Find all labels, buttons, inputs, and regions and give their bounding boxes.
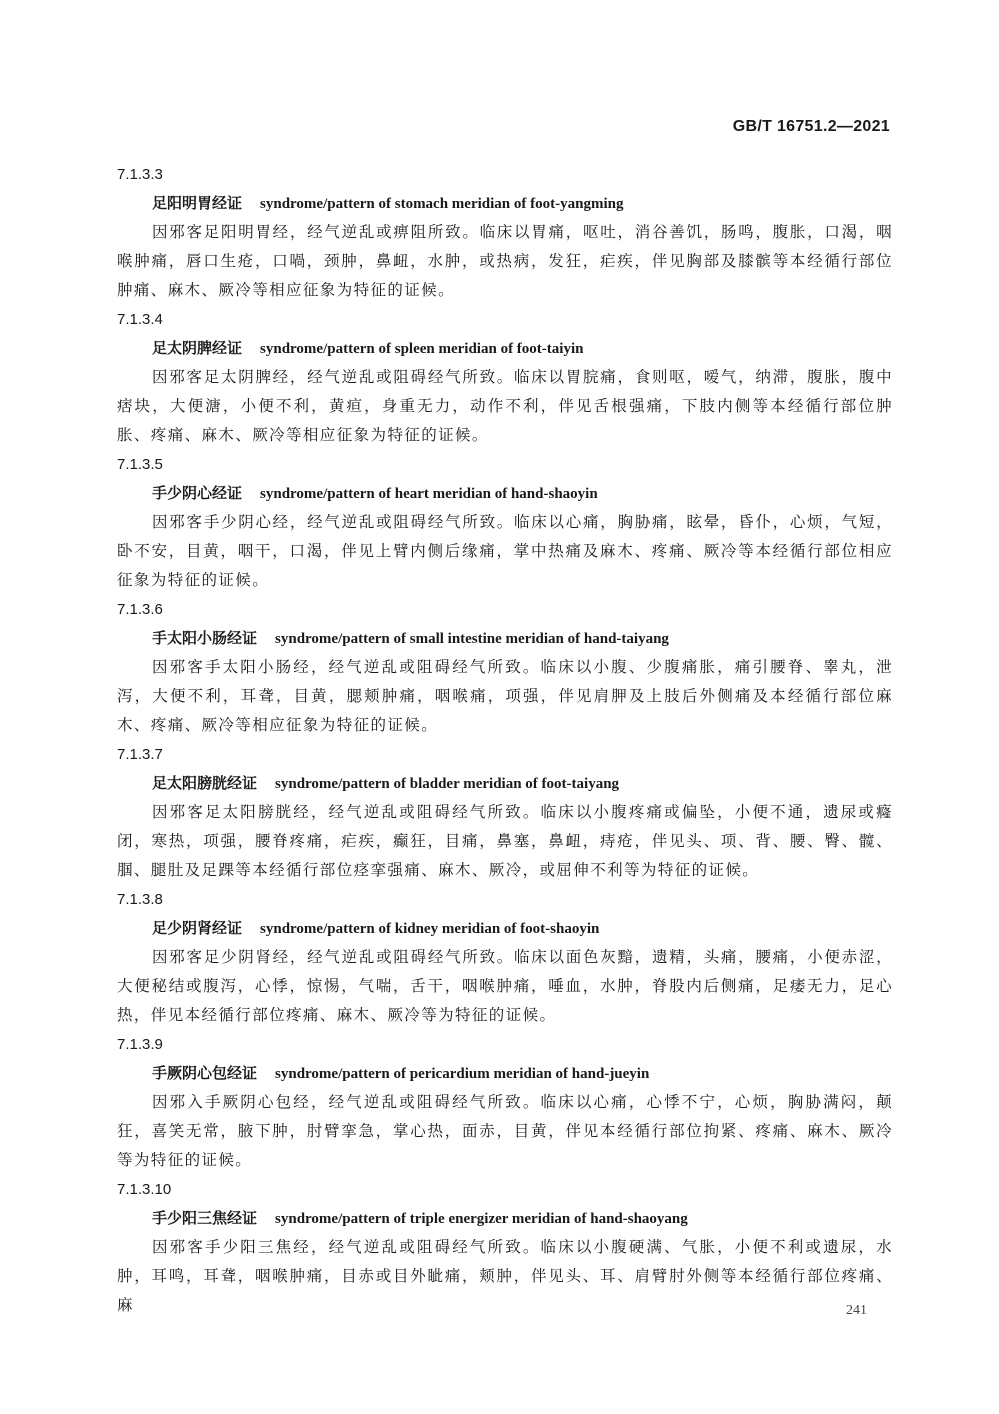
clause-title-en: syndrome/pattern of kidney meridian of foot-shaoyin bbox=[260, 921, 600, 937]
clause-number: 7.1.3.7 bbox=[117, 746, 163, 763]
clause-body: 因邪客手太阳小肠经，经气逆乱或阻碍经气所致。临床以小腹、少腹痛胀，痛引腰脊、睾丸，泄泻，大便不利，耳聋，目黄，腮颊肿痛，咽喉痛，项强，伴见肩胛及上肢后外侧痛及本经循行部位麻木、疼痛、厥冷等相应征象为特征的证候。 bbox=[117, 658, 893, 734]
clause-title bbox=[117, 1059, 893, 1088]
clause-number: 7.1.3.9 bbox=[117, 1036, 163, 1053]
clause-title-en: syndrome/pattern of spleen meridian of foot-taiyin bbox=[260, 341, 584, 357]
page-number: 241 bbox=[846, 1303, 867, 1318]
clause-title bbox=[117, 769, 893, 798]
clause-title-en: syndrome/pattern of triple energizer meridian of hand-shaoyang bbox=[275, 1211, 688, 1227]
clause bbox=[117, 885, 893, 1030]
clause-title-zh: 足太阴脾经证 bbox=[152, 339, 243, 357]
clause bbox=[117, 595, 893, 740]
clause-title-zh: 足太阳膀胱经证 bbox=[152, 774, 258, 792]
clause-title-zh: 足阳明胃经证 bbox=[152, 194, 243, 212]
clause-title bbox=[117, 914, 893, 943]
clause-title bbox=[117, 479, 893, 508]
clause bbox=[117, 1030, 893, 1175]
clause bbox=[117, 305, 893, 450]
clause bbox=[117, 160, 893, 305]
clause-number: 7.1.3.6 bbox=[117, 601, 163, 618]
clause-title bbox=[117, 334, 893, 363]
clause-body: 因邪客足太阴脾经，经气逆乱或阻碍经气所致。临床以胃脘痛，食则呕，嗳气，纳滞，腹胀，腹中痞块，大便溏，小便不利，黄疸，身重无力，动作不利，伴见舌根强痛，下肢内侧等本经循行部位肿胀、疼痛、麻木、厥冷等相应征象为特征的证候。 bbox=[117, 368, 893, 444]
clause-number: 7.1.3.4 bbox=[117, 311, 163, 328]
clause-title bbox=[117, 189, 893, 218]
clause-title-en: syndrome/pattern of heart meridian of hand-shaoyin bbox=[260, 486, 598, 502]
clause-body: 因邪客足太阳膀胱经，经气逆乱或阻碍经气所致。临床以小腹疼痛或偏坠，小便不通，遗尿或癃闭，寒热，项强，腰脊疼痛，疟疾，癫狂，目痛，鼻塞，鼻衄，痔疮，伴见头、项、背、腰、臀、髋、腘、腿肚及足踝等本经循行部位痉挛强痛、麻木、厥冷，或屈伸不利等为特征的证候。 bbox=[117, 803, 893, 879]
clause-title-en: syndrome/pattern of bladder meridian of foot-taiyang bbox=[275, 776, 620, 792]
clause-number: 7.1.3.3 bbox=[117, 166, 163, 183]
clause-title-zh: 手厥阴心包经证 bbox=[152, 1064, 258, 1082]
standard-number: GB/T 16751.2—2021 bbox=[732, 118, 890, 135]
clause-title-en: syndrome/pattern of pericardium meridian of hand-jueyin bbox=[275, 1066, 650, 1082]
clause-body: 因邪客手少阳三焦经，经气逆乱或阻碍经气所致。临床以小腹硬满、气胀，小便不利或遗尿，水肿，耳鸣，耳聋，咽喉肿痛，目赤或目外眦痛，颊肿，伴见头、耳、肩臂肘外侧等本经循行部位疼痛、麻 bbox=[117, 1238, 893, 1314]
clause-title-en: syndrome/pattern of small intestine meridian of hand-taiyang bbox=[275, 631, 669, 647]
document-content bbox=[117, 160, 893, 1320]
clause-title bbox=[117, 1204, 893, 1233]
clause bbox=[117, 740, 893, 885]
clause-title-zh: 手少阴心经证 bbox=[152, 484, 243, 502]
clause-body: 因邪客足阳明胃经，经气逆乱或痹阻所致。临床以胃痛，呕吐，消谷善饥，肠鸣，腹胀，口渴，咽喉肿痛，唇口生疮，口喎，颈肿，鼻衄，水肿，或热病，发狂，疟疾，伴见胸部及膝髌等本经循行部位肿痛、麻木、厥冷等相应征象为特征的证候。 bbox=[117, 223, 893, 299]
clause bbox=[117, 450, 893, 595]
clause bbox=[117, 1175, 893, 1320]
clause-number: 7.1.3.10 bbox=[117, 1181, 172, 1198]
clause-title-zh: 足少阴肾经证 bbox=[152, 919, 243, 937]
clause-body: 因邪客足少阴肾经，经气逆乱或阻碍经气所致。临床以面色灰黯，遗精，头痛，腰痛，小便赤涩，大便秘结或腹泻，心悸，惊惕，气喘，舌干，咽喉肿痛，唾血，水肿，脊股内后侧痛，足痿无力，足心热，伴见本经循行部位疼痛、麻木、厥冷等为特征的证候。 bbox=[117, 948, 893, 1024]
clause-title-zh: 手少阳三焦经证 bbox=[152, 1209, 258, 1227]
clause-body: 因邪入手厥阴心包经，经气逆乱或阻碍经气所致。临床以心痛，心悸不宁，心烦，胸胁满闷，颠狂，喜笑无常，腋下肿，肘臂挛急，掌心热，面赤，目黄，伴见本经循行部位拘紧、疼痛、麻木、厥冷等为特征的证候。 bbox=[117, 1093, 893, 1169]
clause-body: 因邪客手少阴心经，经气逆乱或阻碍经气所致。临床以心痛，胸胁痛，眩晕，昏仆，心烦，气短，卧不安，目黄，咽干，口渴，伴见上臂内侧后缘痛，掌中热痛及麻木、疼痛、厥冷等本经循行部位相应征象为特征的证候。 bbox=[117, 513, 893, 589]
clause-number: 7.1.3.8 bbox=[117, 891, 163, 908]
clause-title bbox=[117, 624, 893, 653]
clause-title-en: syndrome/pattern of stomach meridian of foot-yangming bbox=[260, 196, 624, 212]
clause-number: 7.1.3.5 bbox=[117, 456, 163, 473]
clause-title-zh: 手太阳小肠经证 bbox=[152, 629, 258, 647]
